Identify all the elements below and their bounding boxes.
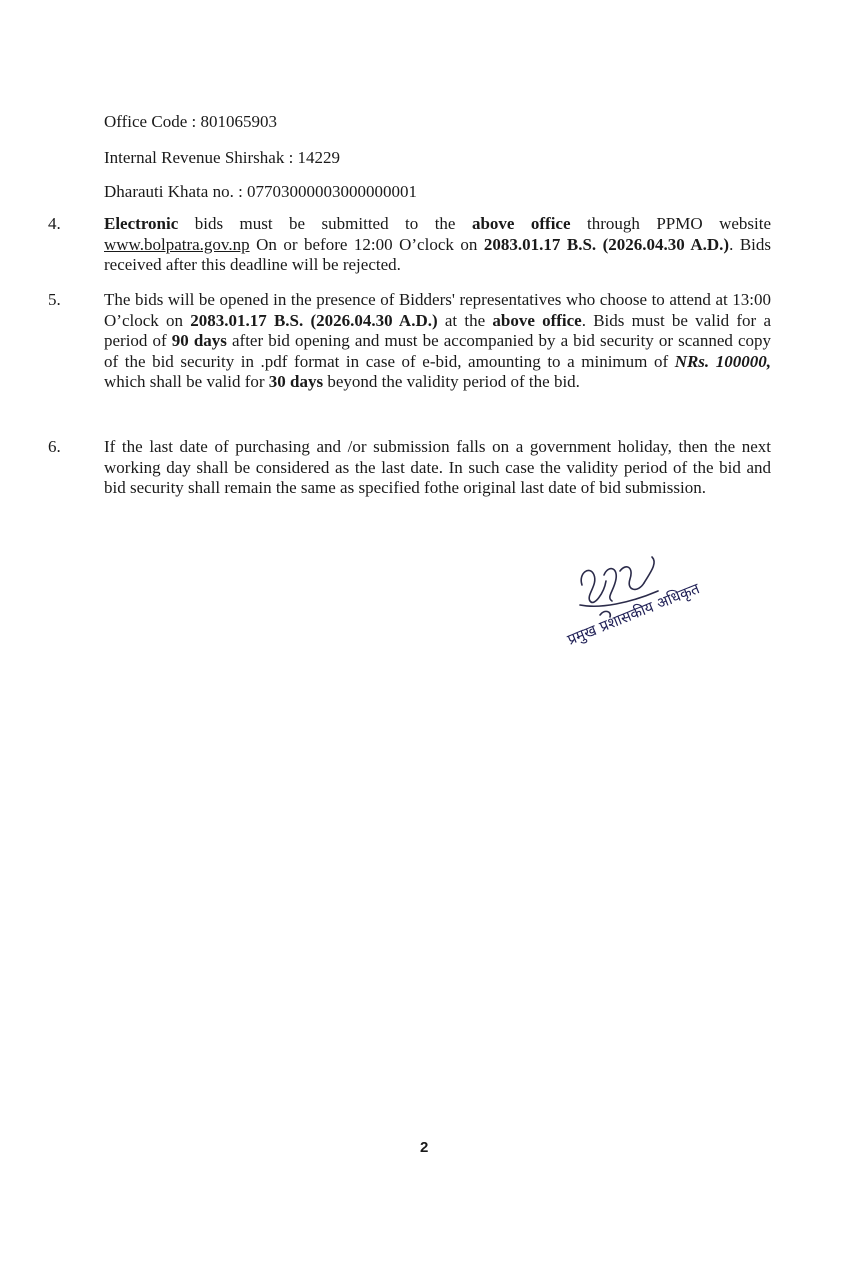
opening-date: 2083.01.17 B.S. (2026.04.30 A.D.) <box>190 310 438 330</box>
clause-5 <box>48 290 771 393</box>
website-link[interactable]: www.bolpatra.gov.np <box>104 234 250 254</box>
clause-6 <box>48 437 771 499</box>
page-number: 2 <box>420 1139 429 1156</box>
text-segment: Electronic <box>104 214 179 233</box>
validity-days: 90 days <box>171 331 227 350</box>
clause-number: 4. <box>48 214 61 233</box>
office-code: Office Code : 801065903 <box>104 112 277 131</box>
clause-text <box>104 214 771 276</box>
text-segment: On or before 12:00 O’clock on <box>249 234 484 254</box>
security-amount: NRs. 100000, <box>674 351 771 371</box>
text-segment: above office <box>471 214 571 233</box>
dharauti-khata-no: Dharauti Khata no. : 07703000003000000001 <box>104 182 418 201</box>
text-segment: through PPMO website <box>570 214 771 233</box>
text-segment: . Bids must be valid for a period of <box>104 310 771 350</box>
text-segment: The bids will be opened in the presence of Bidders' representatives who choose to attend at 13:00 O’clock on <box>104 290 771 330</box>
signature-stamp <box>560 545 760 675</box>
text-segment: beyond the validity period of the bid. <box>323 372 580 391</box>
deadline-date: 2083.01.17 B.S. (2026.04.30 A.D.) <box>483 234 730 254</box>
text-segment: bids must be submitted to the <box>178 214 472 233</box>
clause-text: If the last date of purchasing and /or submission falls on a government holiday, then the next working day shall be considered as the last date. In such case the validity period of the bid and bid security shall remain the same as specified fothe original last date of bid submission. <box>104 437 771 497</box>
text-segment: . Bids received after this deadline will be rejected. <box>104 234 771 274</box>
clause-4 <box>48 214 771 276</box>
security-validity-days: 30 days <box>268 372 324 391</box>
text-segment: above office <box>492 310 582 330</box>
internal-revenue-shirshak: Internal Revenue Shirshak : 14229 <box>104 148 341 167</box>
stamp-text: प्रमुख प्रशासकीय अधिकृत <box>564 579 703 649</box>
text-segment: at the <box>437 310 493 330</box>
text-segment: which shall be valid for <box>104 372 269 391</box>
text-segment: after bid opening and must be accompanied by a bid security or scanned copy of the bid security in .pdf format in case of e-bid, amounting to a minimum of <box>104 331 771 371</box>
clause-number: 6. <box>48 437 61 456</box>
clause-number: 5. <box>48 290 61 309</box>
clause-text <box>104 290 771 393</box>
